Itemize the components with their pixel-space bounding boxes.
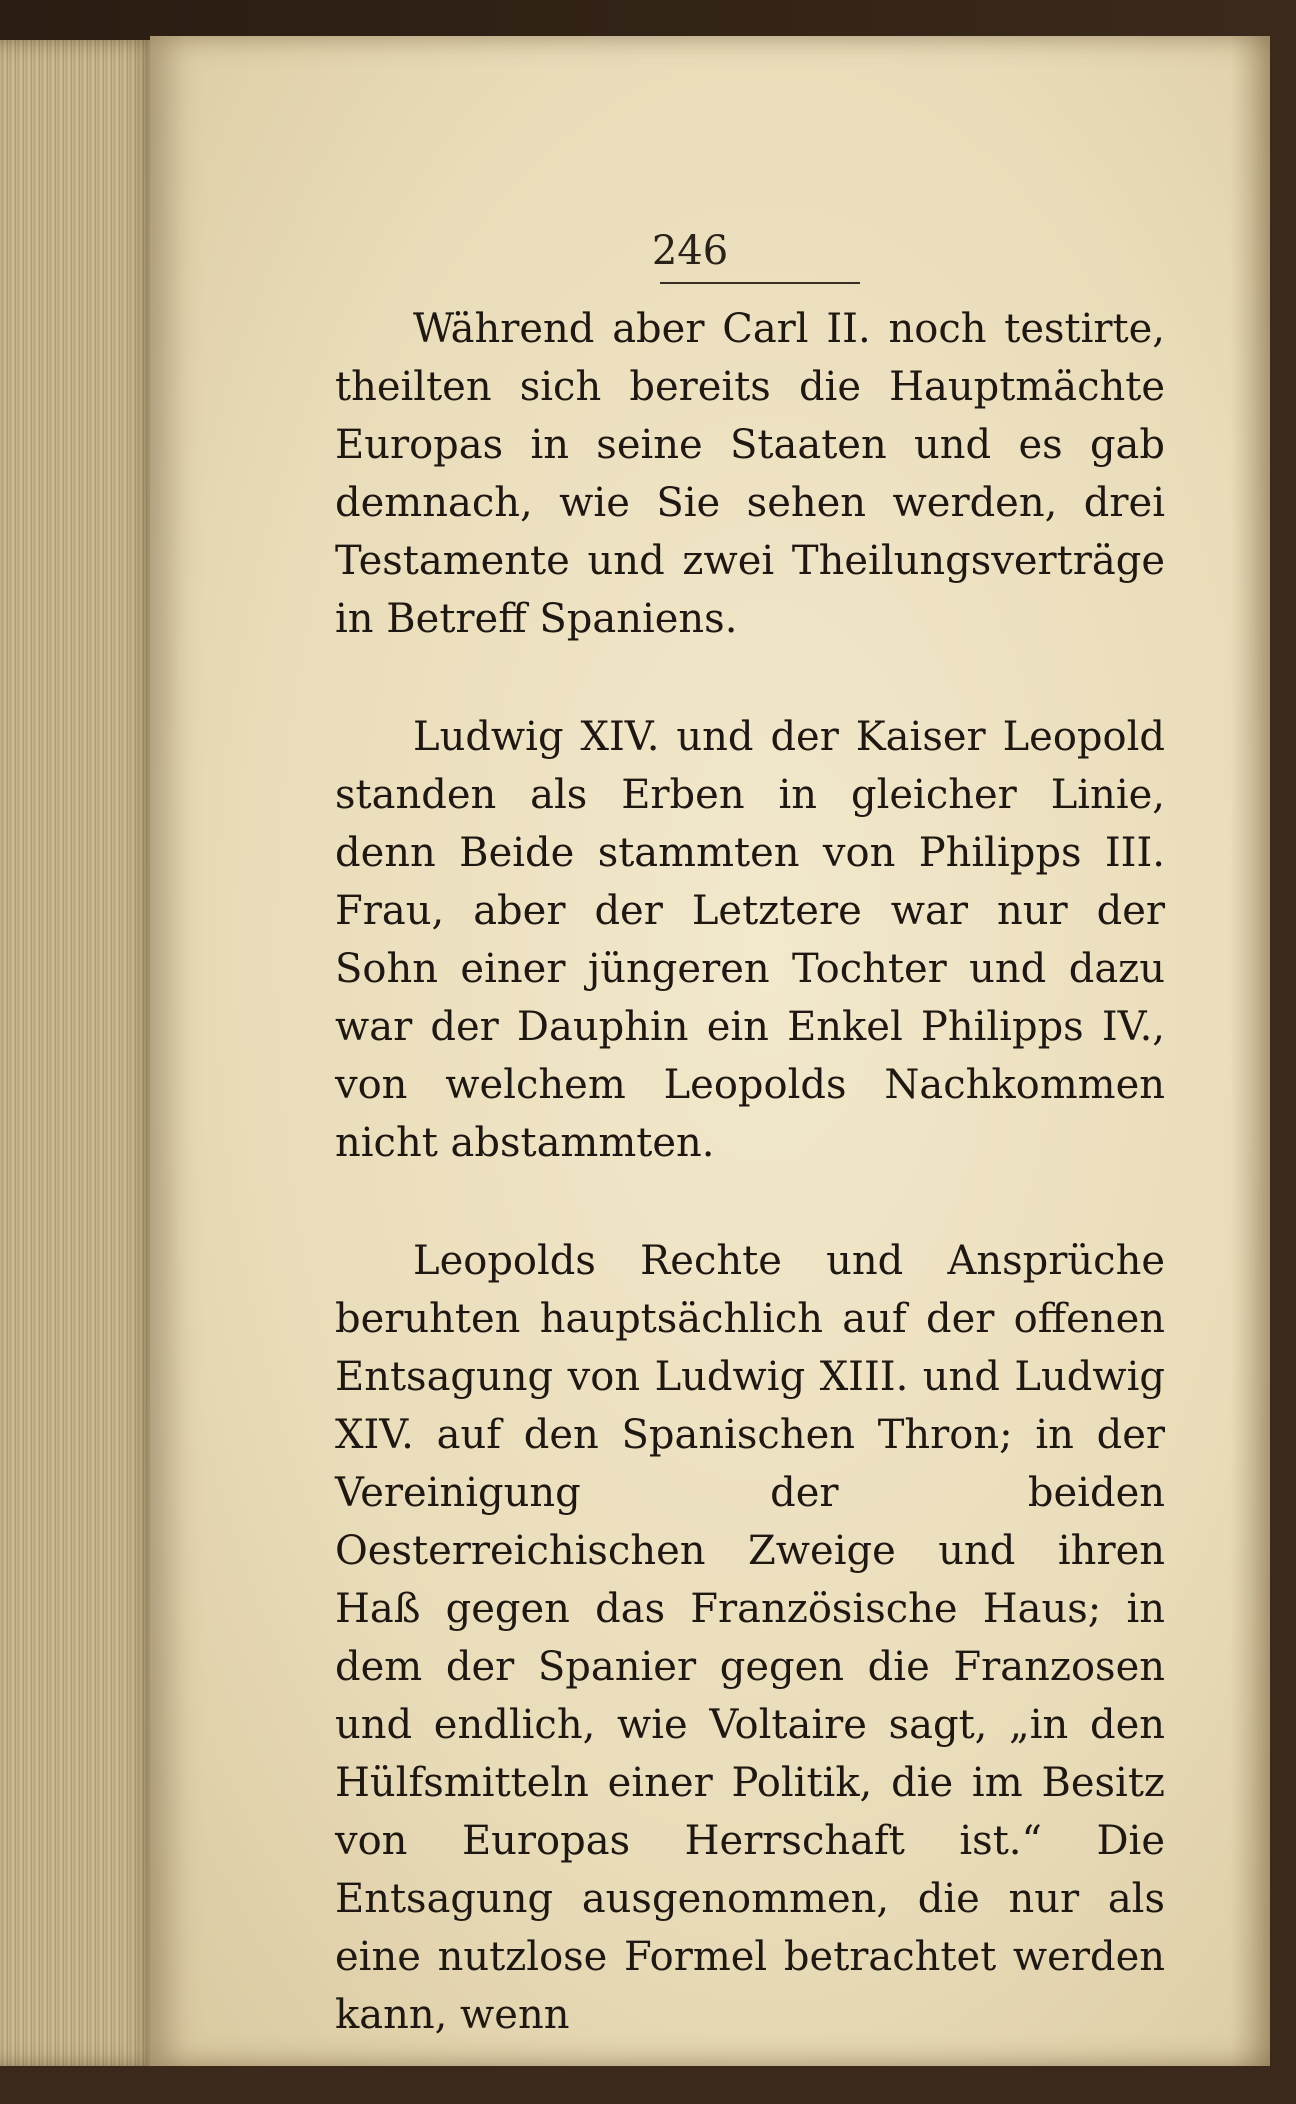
- page-number-rule: [660, 282, 860, 284]
- body-text: [335, 300, 1165, 2104]
- paragraph-2: Ludwig XIV. und der Kaiser Leopold standen als Erben in gleicher Linie, denn Beide stammten von Philipps III. Frau, aber der Letztere war nur der Sohn einer jüngeren Tochter und dazu war der Dauphin ein Enkel Philipps IV., von welchem Leopolds Nachkommen nicht abstammten.: [335, 714, 1165, 1166]
- paragraph-3: Leopolds Rechte und Ansprüche beruhten hauptsächlich auf der offenen Entsagung von Ludwig XIII. und Ludwig XIV. auf den Spanischen Thron; in der Vereinigung der beiden Oesterreichischen Zweige und ihren Haß gegen das Französische Haus; in dem der Spanier gegen die Franzosen und endlich, wie Voltaire sagt, „in den Hülfsmitteln einer Politik, die im Besitz von Europas Herrschaft ist.“ Die Entsagung ausgenommen, die nur als eine nutzlose Formel betrachtet werden kann, wenn: [335, 1238, 1165, 2038]
- page-number: 246: [651, 228, 729, 274]
- book-page-edges: [0, 40, 160, 2066]
- page-gutter-shadow: [1230, 36, 1270, 2066]
- paragraph-1: Während aber Carl II. noch testirte, theilten sich bereits die Hauptmächte Europas in seine Staaten und es gab demnach, wie Sie sehen werden, drei Testamente und zwei Theilungsverträge in Betreff Spaniens.: [335, 306, 1165, 642]
